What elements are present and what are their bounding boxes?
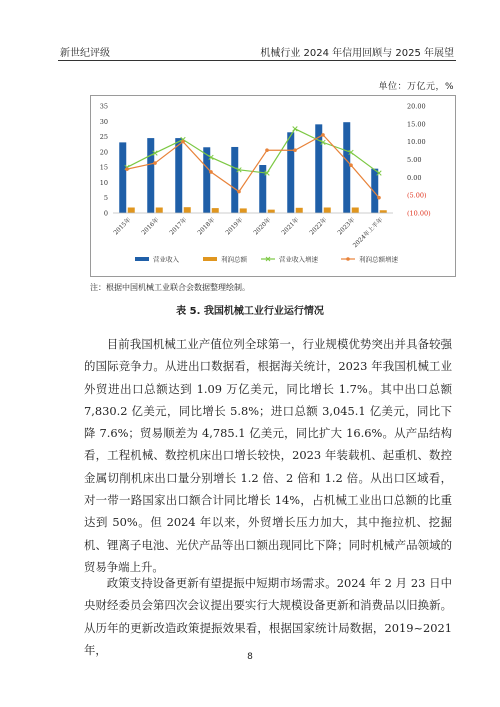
x-tick-label: 2016年 <box>140 216 161 237</box>
bar-profit <box>352 207 359 213</box>
point-profit-growth <box>293 148 297 152</box>
x-tick-label: 2019年 <box>224 216 245 237</box>
bar-revenue <box>287 132 294 213</box>
revenue-profit-chart <box>91 96 455 276</box>
x-tick-label: 2015年 <box>112 216 133 237</box>
bar-profit <box>128 207 135 213</box>
paragraph-2: 政策支持设备更新有望提振中短期市场需求。2024 年 2 月 23 日中央财经委员会第四次会议提出要实行大规模设备更新和消费品以旧换新。从历年的更新改造政策提振效果看，根据国家统计局数据，2019~2021 年， <box>84 576 452 657</box>
legend-label: 营业收入 <box>153 255 179 264</box>
chart-note: 注：根据中国机械工业联合会数据整理绘制。 <box>90 283 250 292</box>
bar-revenue <box>343 122 350 213</box>
x-tick-label: 2017年 <box>168 216 189 237</box>
bar-profit <box>268 210 275 213</box>
point-profit-growth <box>349 163 353 167</box>
bar-profit <box>212 208 219 213</box>
bar-profit <box>184 207 191 213</box>
legend-swatch <box>135 257 149 261</box>
legend-label: 利润总额 <box>221 255 247 264</box>
y-right-tick-label: (5.00) <box>407 191 427 200</box>
point-profit-growth <box>265 148 269 152</box>
header-rule <box>58 60 456 61</box>
y-left-tick-label: 0 <box>103 209 108 218</box>
point-revenue-growth <box>293 127 298 132</box>
point-profit-growth <box>153 161 157 165</box>
y-right-tick-label: 20.00 <box>407 102 426 111</box>
x-tick-label: 2023年 <box>336 216 357 237</box>
y-left-tick-label: 5 <box>103 194 108 203</box>
point-profit-growth <box>237 190 241 194</box>
y-right-tick-label: 15.00 <box>407 120 426 129</box>
y-right-tick-label: 5.00 <box>407 156 422 164</box>
bar-profit <box>156 207 163 213</box>
x-tick-label: 2021年 <box>280 216 301 237</box>
bar-profit <box>240 208 247 213</box>
point-profit-growth <box>209 170 213 174</box>
x-tick-label: 2018年 <box>196 216 217 237</box>
line-revenue-growth <box>127 129 379 173</box>
legend-label: 利润总额增速 <box>359 255 398 264</box>
y-left-tick-label: 10 <box>99 178 108 187</box>
bar-revenue <box>175 138 182 213</box>
unit-label: 单位：万亿元，% <box>378 82 454 92</box>
page-number: 8 <box>247 652 253 662</box>
bar-revenue <box>147 138 154 213</box>
header-right: 机械行业 2024 年信用回顾与 2025 年展望 <box>260 48 454 59</box>
point-profit-growth <box>125 167 129 171</box>
header-left: 新世纪评级 <box>60 48 110 59</box>
y-left-tick-label: 15 <box>99 163 108 172</box>
chart-frame <box>90 95 456 277</box>
bar-profit <box>380 210 387 213</box>
table-caption: 表 5. 我国机械工业行业运行情况 <box>176 306 324 317</box>
bar-profit <box>296 208 303 213</box>
legend-marker <box>346 257 350 261</box>
y-right-tick-label: 0.00 <box>407 173 422 182</box>
y-right-tick-label: (10.00) <box>407 209 431 218</box>
bar-revenue <box>231 147 238 213</box>
point-profit-growth <box>377 196 381 200</box>
y-left-tick-label: 25 <box>99 133 108 142</box>
bar-revenue <box>203 147 210 213</box>
x-tick-label: 2022年 <box>308 216 329 237</box>
point-profit-growth <box>181 140 185 144</box>
y-right-tick-label: 10.00 <box>407 138 426 147</box>
y-left-tick-label: 30 <box>99 117 108 126</box>
bar-profit <box>324 207 331 213</box>
legend-swatch <box>203 257 217 261</box>
x-tick-label: 2020年 <box>252 216 273 237</box>
legend-label: 营业收入增速 <box>279 255 318 264</box>
x-tick-label: 2024年上半年 <box>351 216 385 250</box>
point-profit-growth <box>321 133 325 137</box>
paragraph-1: 目前我国机械工业产值位列全球第一，行业规模优势突出并具备较强的国际竞争力。从进出口数据看，根据海关统计，2023 年我国机械工业外贸进出口总额达到 1.09 万亿美元，同比增长 1.7%。其中出口总额7,830.2 亿美元，同比增长 5.8%；进口总额 3,045.1 亿美元，同比下降 7.6%；贸易顺差为 4,785.1 亿美元，同比扩大 16.6%。从产品结构看，工程机械、数控机床出口增长较快，2023 年装载机、起重机、数控金属切削机床出口量分别增长 1.2 倍、2 倍和 1.2 倍。从出口区域看，对一带一路国家出口额合计同比增长 14%，占机械工业出口总额的比重达到 50%。但 2024 年以来，外贸增长压力加大，其中拖拉机、挖掘机、锂离子电池、光伏产品等出口额出现同比下降；同时机械产品领域的贸易争端上升。 <box>84 337 452 574</box>
y-left-tick-label: 20 <box>99 148 108 157</box>
bar-revenue <box>119 142 126 213</box>
y-left-tick-label: 35 <box>99 102 108 111</box>
line-profit-growth <box>127 135 379 198</box>
